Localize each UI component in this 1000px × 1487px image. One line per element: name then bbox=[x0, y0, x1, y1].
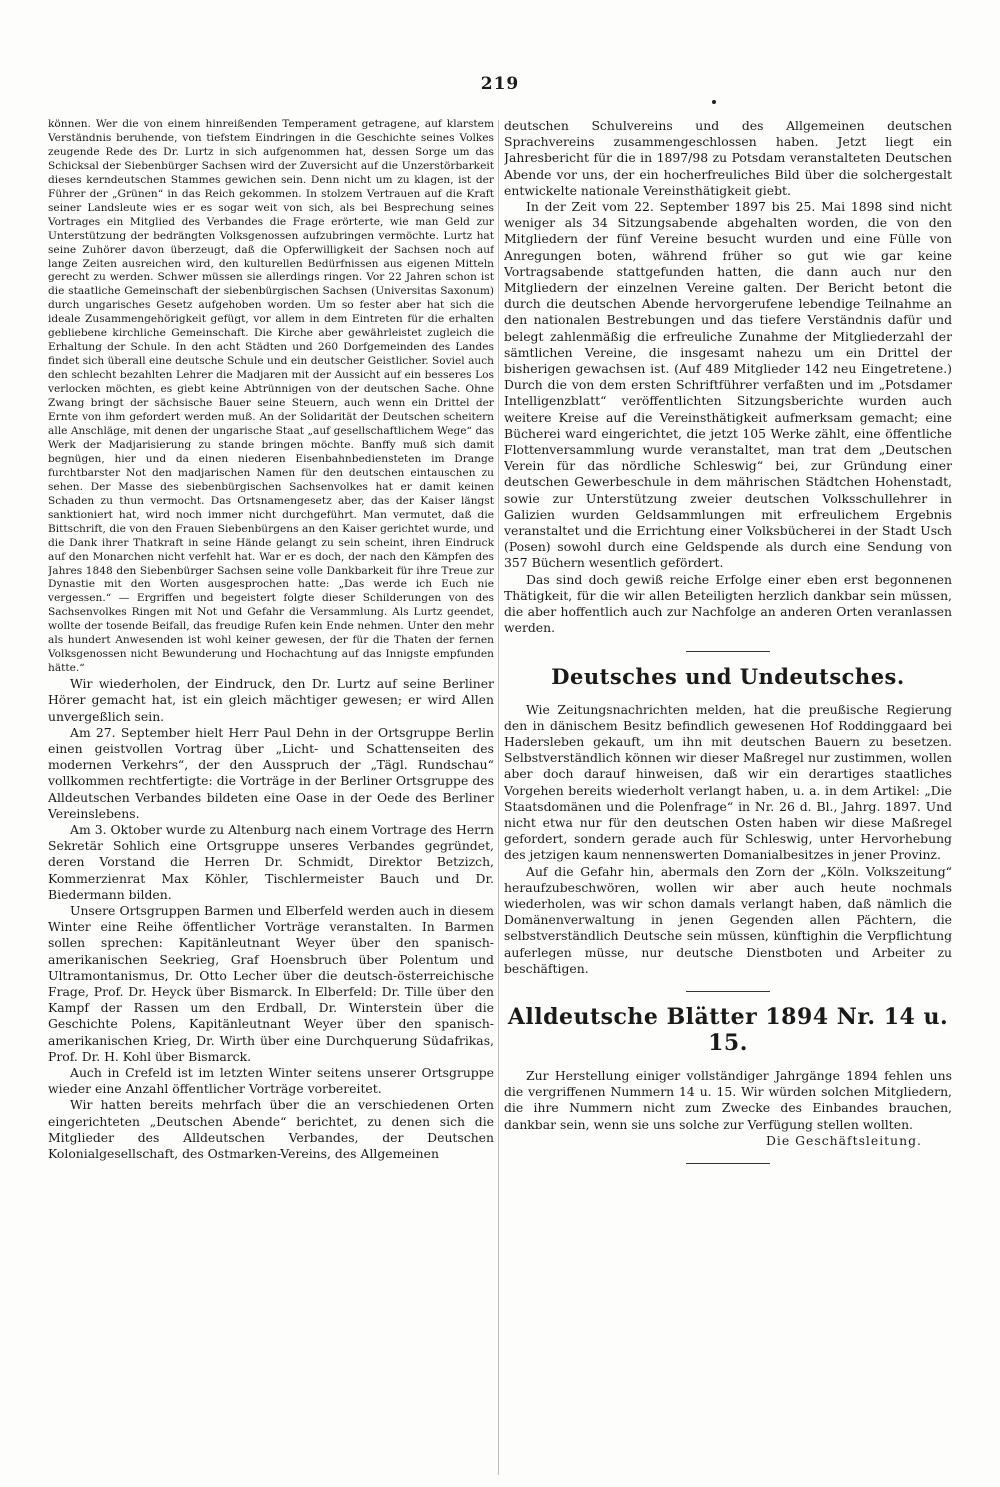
paragraph-potsdam-report: In der Zeit vom 22. September 1897 bis 25. Mai 1898 sind nicht weniger als 34 Sitzungsabende abgehalten worden, die von den Mitgliedern der fünf Vereine besucht wurden und eine Fülle von Anregungen boten, während früher so gut wie gar keine Vortragsabende stattgefunden hatten, die dann auch nur den Mitgliedern der einzelnen Vereine galten. Der Bericht betont die durch die deutschen Abende hervorgerufene lebendige Teilnahme an den nationalen Bestrebungen und das tiefere Verständnis dafür und belegt zahlenmäßig die erfreuliche Zunahme der Mitgliederzahl der sämtlichen Vereine, die insgesamt nahezu um ein Drittel der bisherigen gewachsen ist. (Auf 489 Mitglieder 142 neu Eingetretene.) Durch die von dem ersten Schriftführer verfaßten und im „Potsdamer Intelligenzblatt“ veröffentlichten Sitzungsberichte wurden auch weitere Kreise auf die Vereinsthätigkeit aufmerksam gemacht; eine Bücherei ward eingerichtet, die jetzt 105 Werke zählt, eine öffentliche Flottenversammlung wurde veranstaltet, man trat dem „Deutschen Verein für das nördliche Schleswig“ bei, zur Gründung einer deutschen Gewerbeschule in dem mährischen Städtchen Hohenstadt, sowie zur Unterstützung zweier deutschen Volksschullehrer in Galizien wurden Geldsammlungen mit erfreulichem Ergebnis veranstaltet und die Errichtung einer Volksbücherei in der Stadt Usch (Posen) sowohl durch eine Geldspende als durch eine Sendung von 357 Büchern wesentlich gefördert. bbox=[504, 199, 952, 571]
paragraph-barmen-elberfeld: Unsere Ortsgruppen Barmen und Elberfeld werden auch in diesem Winter eine Reihe öffentlicher Vorträge veranstalten. In Barmen sollen sprechen: Kapitänleutnant Weyer über den spanisch-amerikanischen Seekrieg, Graf Hoensbruch über Polentum und Ultramontanismus, Dr. Otto Lecher über die deutsch-österreichische Frage, Prof. Dr. Heyck über Bismarck. In Elberfeld: Dr. Tille über den Kampf der Rassen um den Erdball, Dr. Winterstein über die Geschichte Polens, Kapitänleutnant Weyer über den spanisch-amerikanischen Krieg, Dr. Wirth über eine Durchquerung Südafrikas, Prof. Dr. H. Kohl über Bismarck. bbox=[48, 902, 494, 1064]
right-column bbox=[504, 118, 952, 1478]
quoted-report bbox=[48, 118, 494, 676]
page-number: 219 bbox=[480, 74, 520, 94]
paragraph-jahrgaenge: Zur Herstellung einiger vollständiger Jahrgänge 1894 fehlen uns die vergriffenen Nummern 14 u. 15. Wir würden solchen Mitgliedern, die ihre Nummern nicht zum Zwecke des Einbandes brauchen, dankbar sein, wenn sie uns solche zur Verfügung stellen wollten. bbox=[504, 1067, 952, 1132]
quote-paragraph: können. Wer die von einem hinreißenden Temperament getragene, auf klarstem Verständnis beruhende, von tiefstem Eindringen in die Geschichte seines Volkes zeugende Rede des Dr. Lurtz in sich aufgenommen hat, dessen Sorge um das Schicksal der Siebenbürger Sachsen wird der Zuversicht auf die Unzerstörbarkeit dieses kerndeutschen Stammes gewichen sein. Denn nicht um zu klagen, ist der Führer der „Grünen“ in das Reich gekommen. In stolzem Vertrauen auf die Kraft seiner Landsleute wies er es sogar weit von sich, als bei Besprechung seines Vortrages ein Mitglied des Verbandes die Frage erörterte, wie man Geld zur Unterstützung der bedrängten Volksgenossen aufzubringen vermöchte. Lurtz hat seine Zuhörer davon überzeugt, daß die Opferwilligkeit der Sachsen noch auf lange Zeiten ausreichen wird, den kulturellen Bedürfnissen aus eigenen Mitteln gerecht zu werden. Schwer müssen sie allerdings ringen. Vor 22 Jahren schon ist die staatliche Gemeinschaft der siebenbürgischen Sachsen (Universitas Saxonum) durch ungarisches Gesetz aufgehoben worden. Um so fester aber hat sich die ideale Zusammengehörigkeit gefügt, vor allem in dem Eintreten für die erhalten gebliebene kirchliche Gemeinschaft. Die Kirche aber gewährleistet zugleich die Erhaltung der Schule. In den acht Städten und 260 Dorfgemeinden des Landes findet sich überall eine deutsche Schule und ein deutscher Geistlicher. Soviel auch den schlecht bezahlten Lehrer die Madjaren mit der Aussicht auf ein besseres Los verlocken möchten, es giebt keine Abtrünnigen von der deutschen Sache. Ohne Zwang bringt der sächsische Bauer seine Steuern, auch wenn ein Drittel der Ernte von ihm gefordert werden muß. An der Solidarität der Deutschen scheitern alle Anschläge, mit denen der ungarische Staat „auf gesellschaftlichem Wege“ das Werk der Madjarisierung zu stande bringen möchte. Banffy muß sich damit begnügen, hier und da einen niederen Eisenbahnbediensteten im Drange furchtbarster Not den madjarischen Namen für den deutschen eintauschen zu sehen. Der Masse des siebenbürgischen Sachsenvolkes hat er damit keinen Schaden zu thun vermocht. Das Ortsnamengesetz aber, das der Kaiser längst sanktioniert hat, wird noch immer nicht durchgeführt. Man vermutet, daß die Bittschrift, die von den Frauen Siebenbürgens an den Kaiser gerichtet wurde, und die Dank ihrer Thatkraft in seine Hände gelangt zu sein scheint, ihren Eindruck auf den Monarchen nicht verfehlt hat. War er es doch, der nach den Kämpfen des Jahres 1848 den Siebenbürger Sachsen seine volle Dankbarkeit für ihre Treue zur Dynastie mit den Worten ausgesprochen hatte: „Das werde ich Euch nie vergessen.“ — Ergriffen und begeistert folgte dieser Schilderungen von des Sachsenvolkes Ringen mit Not und Gefahr die Versammlung. Als Lurtz geendet, wollte der tosende Beifall, das freudige Rufen kein Ende nehmen. Unter den mehr als hundert Anwesenden ist wohl keiner gewesen, der für die Thaten der fernen Volksgenossen nicht Bewunderung und Hochachtung auf das Innigste empfunden hätte.“ bbox=[48, 118, 494, 675]
paragraph-deutsche-abende: Wir hatten bereits mehrfach über die an verschiedenen Orten eingerichteten „Deutschen Abende“ berichtet, zu denen sich die Mitglieder des Alldeutschen Verbandes, der Deutschen Kolonialgesellschaft, des Ostmarken-Vereins, des Allgemeinen bbox=[48, 1097, 494, 1162]
paragraph-dehn: Am 27. September hielt Herr Paul Dehn in der Ortsgruppe Berlin einen geistvollen Vortrag über „Licht- und Schattenseiten des modernen Verkehrs“, der den Ausspruch der „Tägl. Rundschau“ vollkommen rechtfertigte: die Vorträge in der Berliner Ortsgruppe des Alldeutschen Verbandes bildeten eine Oase in der Oede des Berliner Vereinslebens. bbox=[48, 724, 494, 821]
left-body bbox=[48, 676, 494, 1162]
right-body bbox=[504, 118, 952, 1164]
section-rule bbox=[686, 991, 770, 992]
signature-geschaeftsleitung: Die Geschäftsleitung. bbox=[765, 1132, 922, 1148]
section-heading-alldeutsche-blaetter: Alldeutsche Blätter 1894 Nr. 14 u. 15. bbox=[507, 1003, 949, 1056]
paragraph-roddinggaard: Wie Zeitungsnachrichten melden, hat die preußische Regierung den in dänischem Besitz befindlich gewesenen Hof Roddinggaard bei Hadersleben gekauft, um ihn mit deutschen Bauern zu besetzen. Selbstverständlich können wir dieser Maßregel nur zustimmen, wollen aber doch darauf hinweisen, daß wir ein derartiges staatliches Vorgehen bereits wiederholt verlangt haben, u. a. in dem Artikel: „Die Staatsdomänen und die Polenfrage“ in Nr. 26 d. Bl., Jahrg. 1897. Und nicht etwa nur für den deutschen Osten haben wir diese Maßregel gefordert, sondern gerade auch für Schleswig, unter Hervorhebung des jetzigen kaum nennenswerten Domanialbesitzes in jener Provinz. bbox=[504, 701, 952, 863]
paragraph-altenburg: Am 3. Oktober wurde zu Altenburg nach einem Vortrage des Herrn Sekretär Sohlich eine Ortsgruppe unseres Verbandes gegründet, deren Vorstand die Herren Dr. Schmidt, Direktor Betzizch, Kommerzienrat Max Köhler, Tischlermeister Bauch und Dr. Biedermann bilden. bbox=[48, 821, 494, 902]
paragraph-lurtz: Wir wiederholen, der Eindruck, den Dr. Lurtz auf seine Berliner Hörer gemacht hat, ist ein gleich mächtiger gewesen; er wird Allen unvergeßlich sein. bbox=[48, 676, 494, 724]
paragraph-crefeld: Auch in Crefeld ist im letzten Winter seitens unserer Ortsgruppe wieder eine Anzahl öffentlicher Vorträge vorbereitet. bbox=[48, 1065, 494, 1097]
left-column bbox=[48, 118, 494, 1478]
printer-mark bbox=[712, 100, 716, 104]
paragraph-koeln-volkszeitung: Auf die Gefahr hin, abermals den Zorn der „Köln. Volkszeitung“ heraufzubeschwören, wollen wir aber auch heute nochmals wiederholen, was wir schon damals verlangt haben, daß nämlich die Domänenverwaltung in jenen Gegenden allen Pächtern, die selbstverständlich Deutsche sein müssen, künftighin die Verpflichtung auferlegen müsse, nur deutsche Dienstboten und Arbeiter zu beschäftigen. bbox=[504, 863, 952, 976]
paragraph-erfolge: Das sind doch gewiß reiche Erfolge einer eben erst begonnenen Thätigkeit, für die wir allen Beteiligten herzlich dankbar sein müssen, die aber hoffentlich auch zur Nachfolge an anderen Orten veranlassen werden. bbox=[504, 571, 952, 636]
section-rule bbox=[686, 651, 770, 652]
continuation-paragraph: deutschen Schulvereins und des Allgemeinen deutschen Sprachvereins zusammengeschlossen haben. Jetzt liegt ein Jahresbericht für die in 1897/98 zu Potsdam veranstalteten Deutschen Abende vor uns, der ein hocherfreuliches Bild über die solchergestalt entwickelte nationale Vereinsthätigkeit giebt. bbox=[504, 118, 952, 198]
column-divider bbox=[498, 120, 499, 1475]
closing-rule bbox=[686, 1163, 770, 1164]
section-heading-deutsches: Deutsches und Undeutsches. bbox=[551, 663, 905, 689]
